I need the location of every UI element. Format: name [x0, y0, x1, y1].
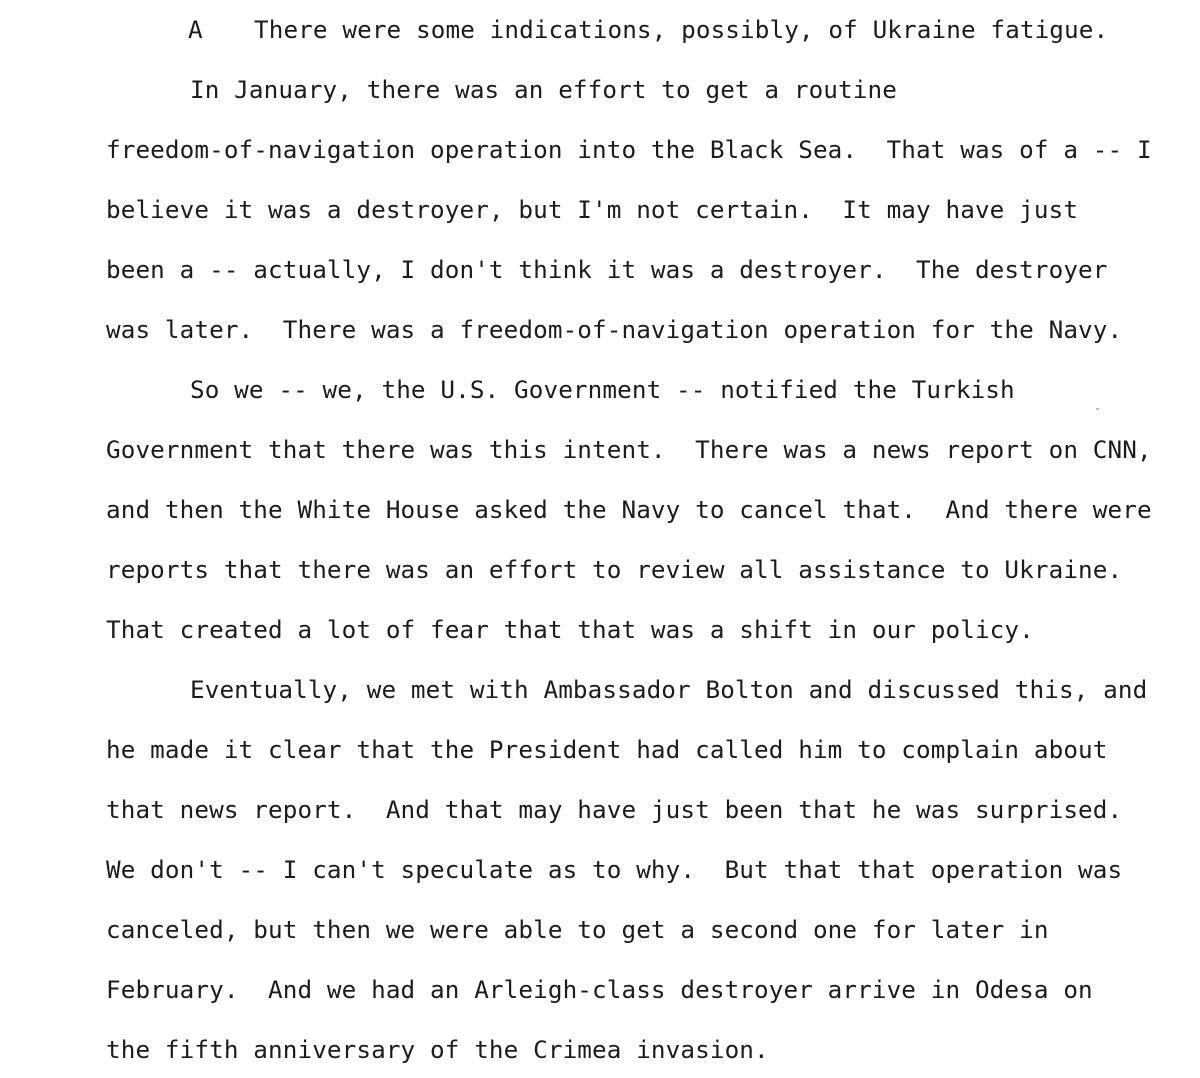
- transcript-line: the fifth anniversary of the Crimea invasion.: [106, 1035, 769, 1064]
- transcript-line: that news report. And that may have just been that he was surprised.: [106, 795, 1123, 824]
- speaker-marker: A: [188, 15, 203, 44]
- transcript-line: That created a lot of fear that that was a shift in our policy.: [106, 615, 1034, 644]
- transcript-line: canceled, but then we were able to get a second one for later in: [106, 915, 1049, 944]
- transcript-line: We don't -- I can't speculate as to why. But that that operation was: [106, 855, 1123, 884]
- transcript-line: believe it was a destroyer, but I'm not certain. It may have just: [106, 195, 1079, 224]
- transcript-line: Eventually, we met with Ambassador Bolton and discussed this, and: [190, 675, 1148, 704]
- transcript-line: So we -- we, the U.S. Government -- notified the Turkish: [190, 375, 1015, 404]
- transcript-line: There were some indications, possibly, of Ukraine fatigue.: [254, 15, 1109, 44]
- transcript-line: Government that there was this intent. There was a news report on CNN,: [106, 435, 1152, 464]
- transcript-line: freedom-of-navigation operation into the Black Sea. That was of a -- I: [106, 135, 1152, 164]
- transcript-line: February. And we had an Arleigh-class destroyer arrive in Odesa on: [106, 975, 1093, 1004]
- transcript-line: been a -- actually, I don't think it was a destroyer. The destroyer: [106, 255, 1108, 284]
- transcript-line: and then the White House asked the Navy to cancel that. And there were: [106, 495, 1152, 524]
- transcript-line: In January, there was an effort to get a routine: [190, 75, 897, 104]
- scan-speck: [1096, 408, 1099, 410]
- transcript-line: reports that there was an effort to review all assistance to Ukraine.: [106, 555, 1123, 584]
- transcript-line: he made it clear that the President had called him to complain about: [106, 735, 1108, 764]
- transcript-line: was later. There was a freedom-of-navigation operation for the Navy.: [106, 315, 1123, 344]
